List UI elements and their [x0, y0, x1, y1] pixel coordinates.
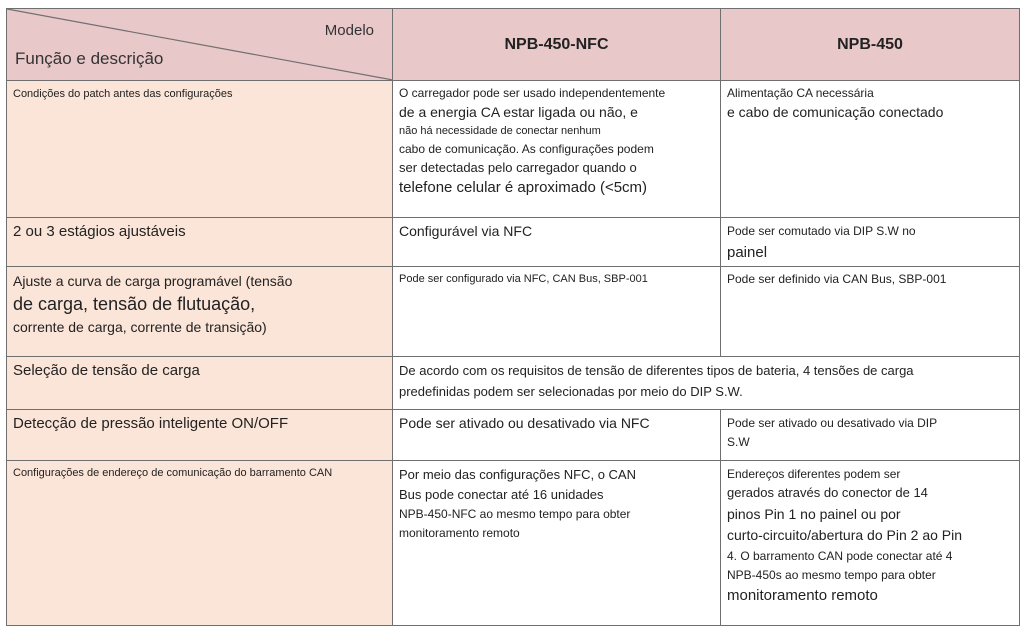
table-row — [7, 266, 1020, 356]
std-cell — [721, 266, 1020, 356]
std-text-line: curto-circuito/abertura do Pin 2 ao Pin — [727, 527, 963, 544]
nfc-cell — [393, 409, 721, 460]
header-corner-cell — [7, 9, 393, 81]
std-text-line: Endereços diferentes podem ser — [727, 466, 901, 481]
nfc-text-line: ser detectadas pelo carregador quando o — [399, 159, 637, 175]
std-text-line: S.W — [727, 435, 750, 450]
std-text-line: Alimentação CA necessária — [727, 86, 874, 100]
row-label-text: corrente de carga, corrente de transição) — [13, 319, 267, 336]
row-label-cell — [7, 460, 393, 625]
row-label-text: Detecção de pressão inteligente ON/OFF — [13, 414, 289, 432]
nfc-cell — [393, 81, 721, 218]
nfc-text-line: Pode ser configurado via NFC, CAN Bus, SBP-001 — [399, 272, 648, 285]
std-cell — [721, 460, 1020, 625]
comparison-table — [6, 8, 1020, 626]
row-label-text: Condições do patch antes das configurações — [13, 88, 233, 100]
merged-text-line: De acordo com os requisitos de tensão de diferentes tipos de bateria, 4 tensões de carga — [399, 362, 914, 378]
row-label-cell — [7, 356, 393, 409]
std-text-line: e cabo de comunicação conectado — [727, 104, 944, 120]
row-label-text: Configurações de endereço de comunicação do barramento CAN — [13, 466, 333, 479]
std-cell — [721, 409, 1020, 460]
std-text-line: NPB-450s ao mesmo tempo para obter — [727, 567, 936, 582]
model-label: Modelo — [324, 22, 374, 39]
header-row — [7, 9, 1020, 81]
nfc-text-line: Pode ser ativado ou desativado via NFC — [399, 414, 650, 431]
nfc-text-line: Configurável via NFC — [399, 223, 533, 239]
nfc-cell — [393, 266, 721, 356]
row-label-cell — [7, 409, 393, 460]
nfc-text-line: de a energia CA estar ligada ou não, e — [399, 104, 638, 120]
row-label-text: Seleção de tensão de carga — [13, 361, 200, 379]
table-row — [7, 218, 1020, 267]
nfc-text-line: Por meio das configurações NFC, o CAN — [399, 466, 636, 482]
std-text-line: monitoramento remoto — [727, 587, 878, 605]
merged-text-line: predefinidas podem ser selecionadas por meio do DIP S.W. — [399, 383, 743, 399]
std-text-line: gerados através do conector de 14 — [727, 485, 928, 501]
table-row — [7, 460, 1020, 625]
std-text-line: Pode ser comutado via DIP S.W no — [727, 224, 916, 238]
nfc-text-line: cabo de comunicação. As configurações podem — [399, 141, 654, 156]
std-cell — [721, 218, 1020, 267]
std-text-line: pinos Pin 1 no painel ou por — [727, 505, 901, 522]
row-label-cell — [7, 81, 393, 218]
function-label: Função e descrição — [15, 49, 164, 68]
row-label-text: 2 ou 3 estágios ajustáveis — [13, 223, 186, 240]
model-header-std: NPB-450 — [721, 9, 1020, 81]
nfc-cell — [393, 460, 721, 625]
row-label-cell — [7, 266, 393, 356]
diagonal-divider — [7, 9, 392, 80]
table-row — [7, 81, 1020, 218]
nfc-text-line: telefone celular é aproximado (<5cm) — [399, 179, 648, 196]
model-header-nfc: NPB-450-NFC — [393, 9, 721, 81]
nfc-text-line: não há necessidade de conectar nenhum — [399, 125, 601, 137]
table-row — [7, 409, 1020, 460]
std-text-line: Pode ser ativado ou desativado via DIP — [727, 415, 938, 430]
row-label-text: de carga, tensão de flutuação, — [13, 294, 256, 315]
table-row — [7, 356, 1020, 409]
std-text-line: 4. O barramento CAN pode conectar até 4 — [727, 548, 953, 563]
std-text-line: Pode ser definido via CAN Bus, SBP-001 — [727, 271, 947, 286]
nfc-text-line: Bus pode conectar até 16 unidades — [399, 486, 604, 502]
merged-cell — [393, 356, 1020, 409]
std-cell — [721, 81, 1020, 218]
row-label-cell — [7, 218, 393, 267]
nfc-text-line: O carregador pode ser usado independentemente — [399, 86, 666, 100]
nfc-text-line: monitoramento remoto — [399, 525, 520, 540]
nfc-cell — [393, 218, 721, 267]
row-label-text: Ajuste a curva de carga programável (tensão — [13, 272, 293, 289]
nfc-text-line: NPB-450-NFC ao mesmo tempo para obter — [399, 507, 631, 522]
std-text-line: painel — [727, 243, 768, 261]
